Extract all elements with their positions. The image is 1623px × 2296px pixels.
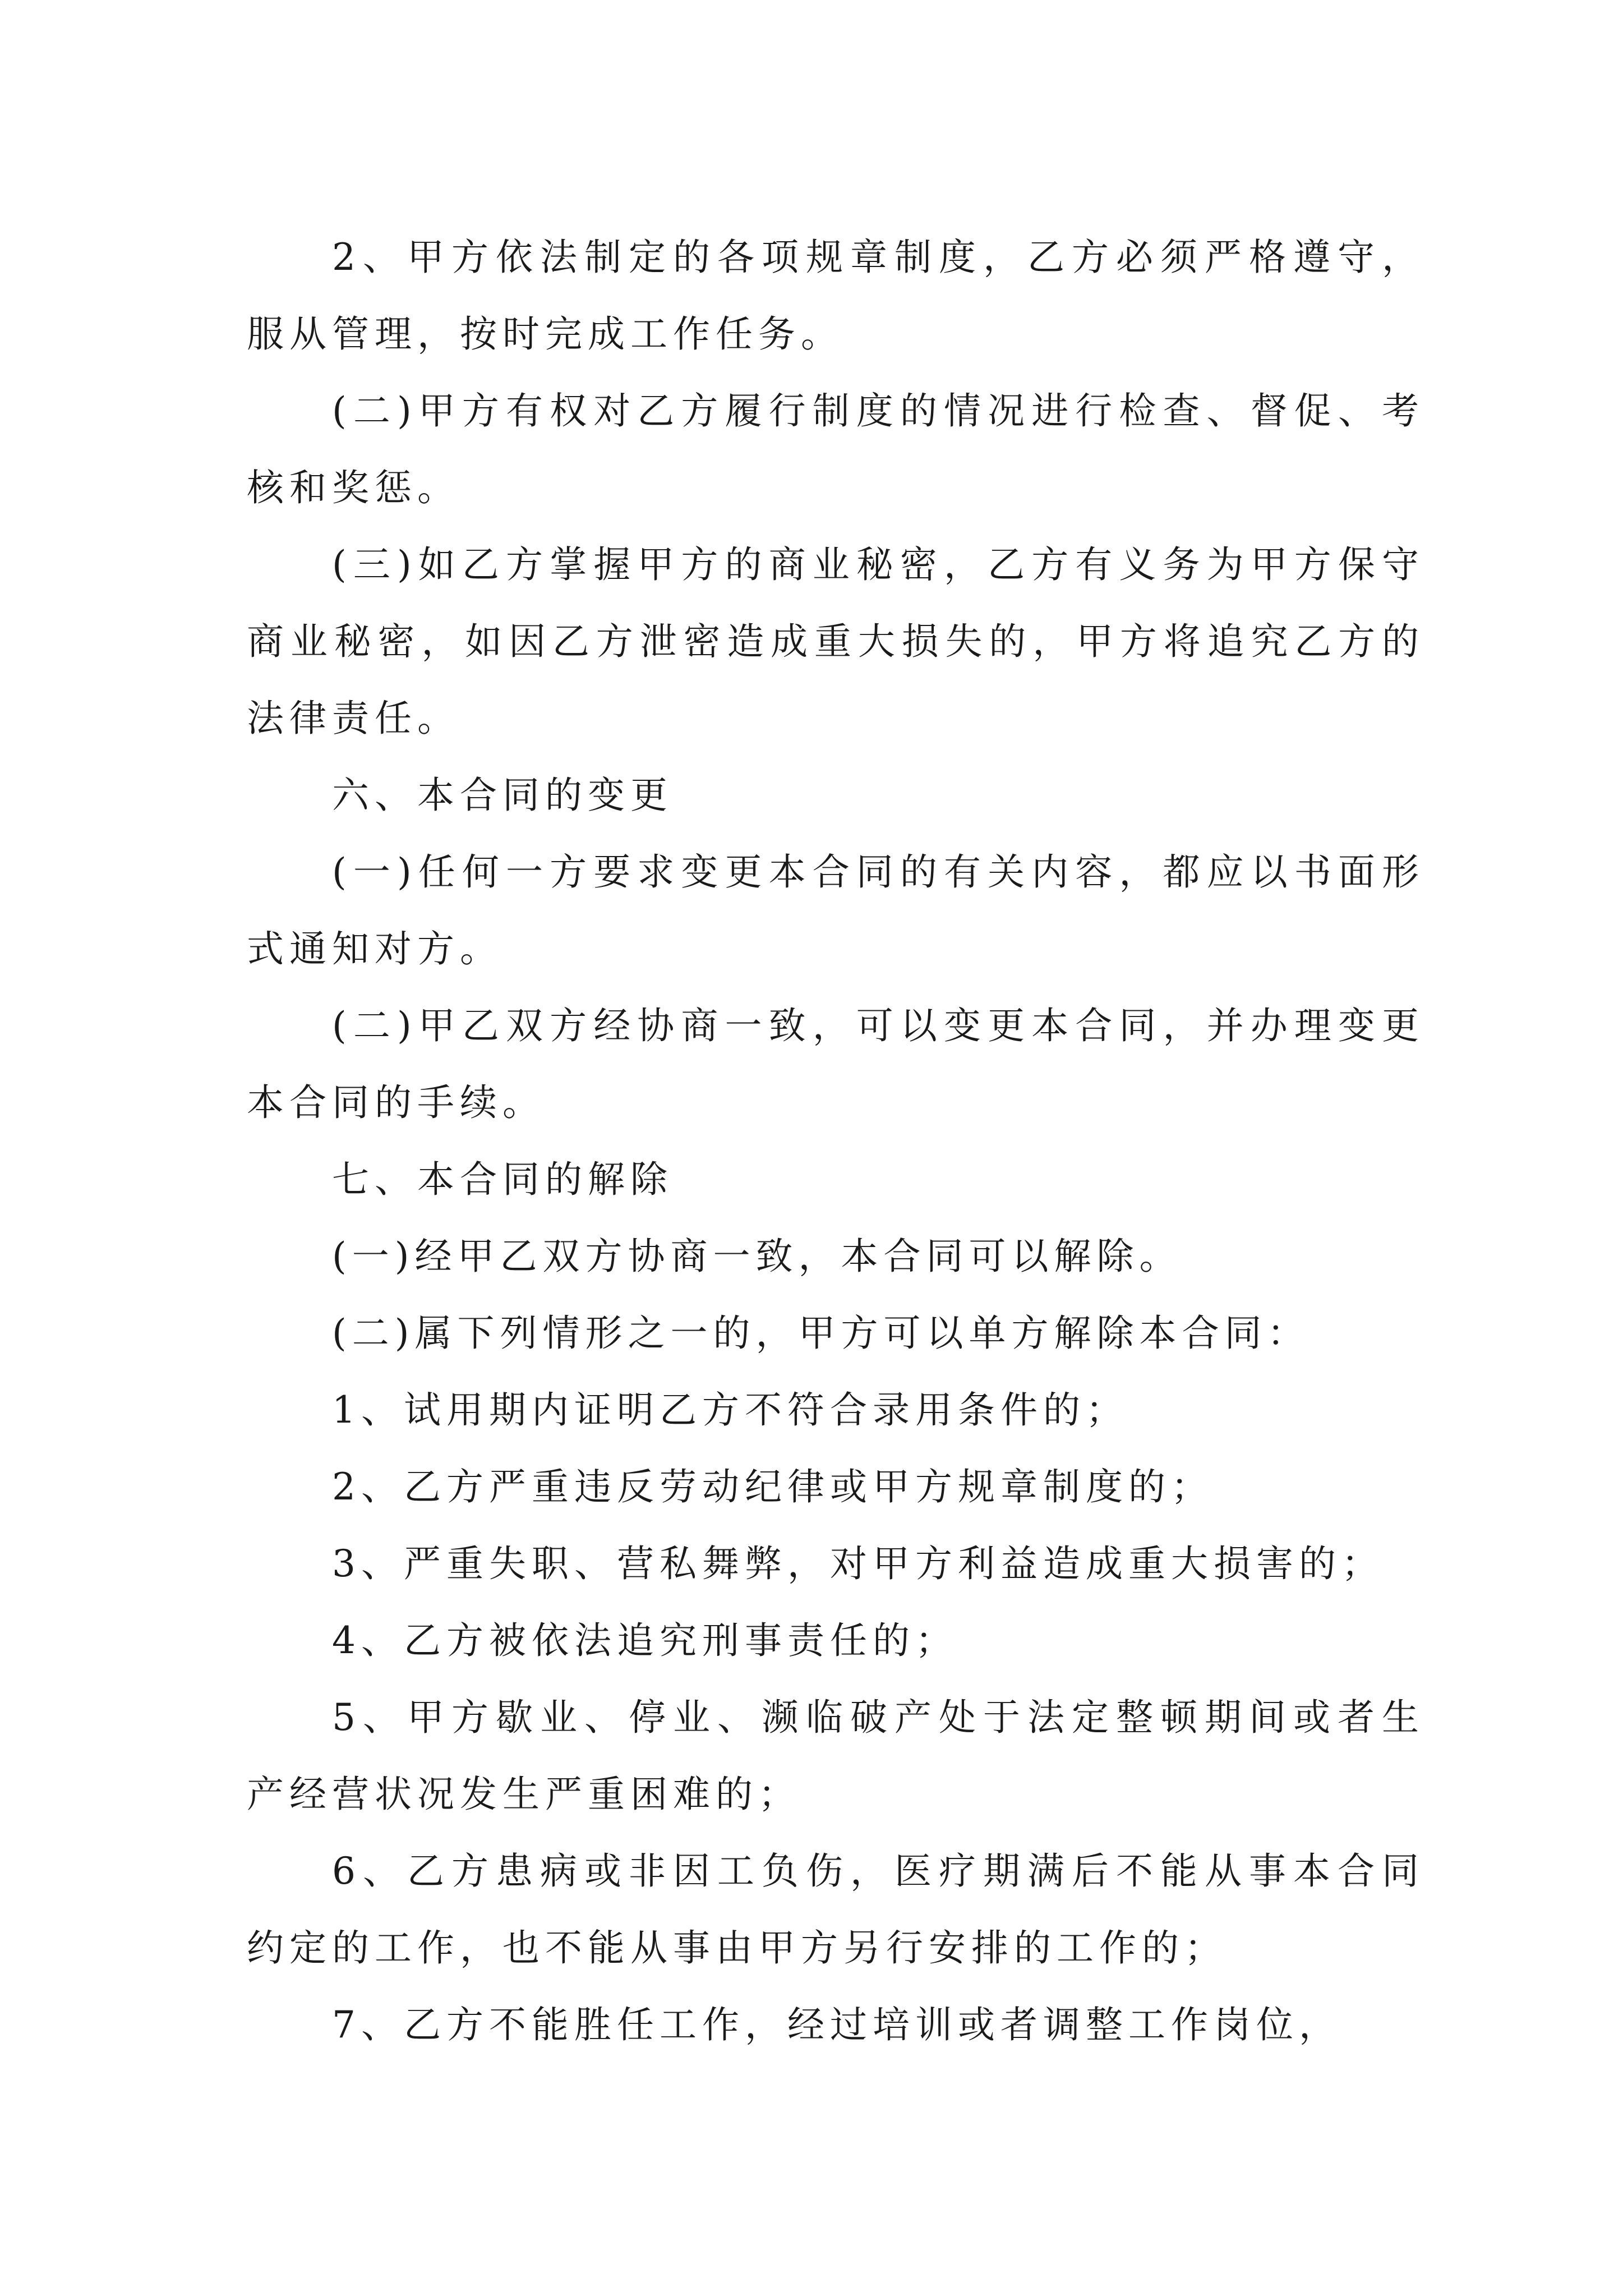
section-heading-contract-change: 六、本合同的变更 bbox=[332, 774, 673, 817]
paragraph-rules-compliance: 2、甲方依法制定的各项规章制度，乙方必须严格遵守，服从管理，按时完成工作任务。 bbox=[247, 236, 1424, 356]
paragraph-inspection-right: (二)甲方有权对乙方履行制度的情况进行检查、督促、考核和奖惩。 bbox=[247, 389, 1424, 509]
paragraph-unilateral-termination: (二)属下列情形之一的，甲方可以单方解除本合同： bbox=[332, 1312, 1310, 1355]
paragraph-trade-secret: (三)如乙方掌握甲方的商业秘密，乙方有义务为甲方保守商业秘密，如因乙方泄密造成重大损失的，甲方将追究乙方的法律责任。 bbox=[247, 543, 1424, 740]
list-item-incompetence: 7、乙方不能胜任工作，经过培训或者调整工作岗位， bbox=[332, 2003, 1341, 2046]
paragraph-mutual-termination: (一)经甲乙双方协商一致，本合同可以解除。 bbox=[332, 1235, 1182, 1278]
list-item-business-difficulty: 5、甲方歇业、停业、濒临破产处于法定整顿期间或者生产经营状况发生严重困难的； bbox=[247, 1696, 1424, 1816]
paragraph-change-agreement: (二)甲乙双方经协商一致，可以变更本合同，并办理变更本合同的手续。 bbox=[247, 1004, 1424, 1124]
document-body bbox=[247, 219, 1424, 2063]
list-item-discipline-violation: 2、乙方严重违反劳动纪律或甲方规章制度的； bbox=[332, 1465, 1214, 1508]
list-item-serious-negligence: 3、严重失职、营私舞弊，对甲方利益造成重大损害的； bbox=[332, 1542, 1384, 1585]
section-heading-contract-termination: 七、本合同的解除 bbox=[332, 1158, 673, 1201]
list-item-criminal-liability: 4、乙方被依法追究刑事责任的； bbox=[332, 1619, 958, 1662]
list-item-illness-injury: 6、乙方患病或非因工负伤，医疗期满后不能从事本合同约定的工作，也不能从事由甲方另行安排的工作的； bbox=[247, 1849, 1424, 1970]
paragraph-change-notice: (一)任何一方要求变更本合同的有关内容，都应以书面形式通知对方。 bbox=[247, 850, 1424, 970]
list-item-probation: 1、试用期内证明乙方不符合录用条件的； bbox=[332, 1388, 1128, 1432]
